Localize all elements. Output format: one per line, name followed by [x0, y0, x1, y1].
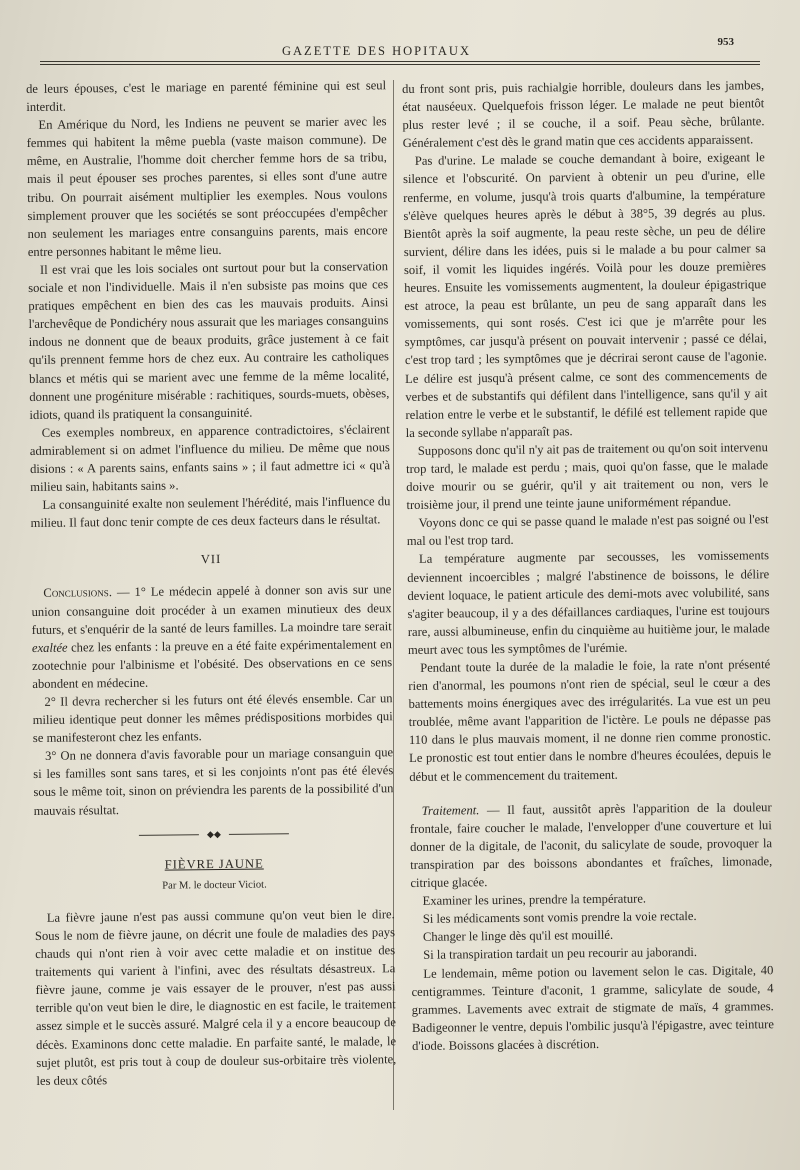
conclusion-1-end: chez les enfants : la preuve en a été faite expérimentalement en zootechnie pour l'albinisme et l'obésité. Des observations en ce sens abondent en médecine. [32, 636, 393, 691]
paragraph: Examiner les urines, prendre la température. [422, 891, 647, 908]
article-title: FIÈVRE JAUNE [164, 856, 264, 872]
page-title: GAZETTE DES HOPITAUX [282, 44, 471, 58]
paragraph: Le lendemain, même potion ou lavement selon le cas. Digitale, 40 centigrammes. Teinture d'aconit, 1 gramme, salicylate de soude, 4 grammes. Lavements avec extrait de stigmate de maïs, 4 grammes. Badigeonner le ventre, depuis l'ombilic jusqu'à l'épigastre, avec teinture d'iode. Boissons glacées à discrétion. [411, 962, 774, 1053]
conclusion-3: 3° On ne donnera d'avis favorable pour un mariage consanguin que si les familles sont sans tares, et si les conjoints n'ont pas été élevés sous le même toit, sinon on préviendra les parents de la possibilité d'un mauvais résultat. [33, 745, 394, 818]
right-column [402, 76, 774, 1055]
traitement-paragraph [410, 798, 773, 892]
traitement-text: — Il faut, aussitôt après l'apparition de la douleur frontale, faire coucher le malade, l'envelopper d'une couverture et lui donner de la digitale, de l'aconit, du salicylate de soude, provoquer la transpiration par des boissons abondantes et fraîches, limonade, citrique glacée. [409, 799, 773, 890]
page-number: 953 [717, 36, 734, 48]
paragraph: Si les médicaments sont vomis prendre la voie rectale. [422, 909, 697, 927]
paragraph: Si la transpiration tardait un peu recourir au jaborandi. [423, 945, 698, 963]
conclusions-label: Conclusions. [43, 585, 113, 601]
paragraph: Ces exemples nombreux, en apparence contradictoires, s'éclairent admirablement si on admet l'influence du milieu. De même que nous disions : « A parents sains, enfants sains » ; il faut admettre ici « qu'à milieu sain, habitants sains ». [29, 421, 391, 495]
paragraph: Pas d'urine. Le malade se couche demandant à boire, exigeant le silence et l'obscurité. On parvient à obtenir un peu d'urine, elle renferme, en volume, jusqu'à trois quarts d'albumine, la température s'élève quelques heures après le début à 38°5, 39 degrés au plus. Bientôt après la soif augmente, la peau reste sèche, un peu de délire survient, délire dans les idées, puis si le malade a bu pour calmer sa soif, il vomit les liquides ingérés. Voilà pour les douze premières heures. Ensuite les vomissements augmentent, la douleur épigastrique est atroce, la peau est brûlante, un peu de sang apparaît dans les vomissements, qui sont rosés. C'est ici que je m'arrête pour les symptômes, car jusqu'à présent on pouvait intervenir ; passé ce délai, c'est trop tard ; les symptômes que je décrirai seront cause de l'agonie. Le délire est jusqu'à présent calme, ce sont des commencements de verbes et de substantifs qui défilent dans l'intelligence, sans qu'il y ait relation entre le verbe et le substantif, le défilé est tellement rapide que la seconde syllabe n'apparaît pas. [402, 150, 768, 440]
paragraph: Pendant toute la durée de la maladie le foie, la rate n'ont présenté rien d'anormal, les poumons n'ont rien de spécial, seul le cœur a des battements moins énergiques avec des irrégularités. La vue est un peu troublée, même avant l'apparition de l'ictère. Le pouls ne dépasse pas 110 dans le plus mauvais moment, il ne donne rien comme pronostic. Le pronostic est tout entier dans le nombre d'heures écoulées, depuis le début et le commencement du traitement. [408, 657, 772, 784]
conclusion-1 [31, 581, 392, 693]
paragraph: Il est vrai que les lois sociales ont surtout pour but la conservation sociale et non l'individuelle. Mais il n'en subsiste pas moins que ces pratiques empêchent en bien des cas les mauvais produits. Ainsi l'archevêque de Pondichéry nous assurait que les mariages consanguins indous ne donnent que de beaux produits, grâce justement à ce fait qu'ils prennent femme hors de chez eux. Au contraire les catholiques blancs et métis qui se marient avec une femme de la même localité, donnent une progéniture misérable : rachitiques, sourds-muets, obèses, idiots, quand ils pratiquent la consanguinité. [28, 259, 390, 422]
paragraph: La consanguinité exalte non seulement l'hérédité, mais l'influence du milieu. Il faut donc tenir compte de ces deux facteurs dans le résultat. [30, 494, 391, 531]
paragraph: La température augmente par secousses, les vomissements deviennent incoercibles ; malgré l'abstinence de boissons, le délire devient loquace, le patient articule des demi-mots avec volubilité, sans s'agiter beaucoup, il y a des défaillances cardiaques, l'urine est toujours rare, aussi albumineuse, enfin du cinquième au huitième jour, le malade meurt avec tous les symptômes de l'urémie. [407, 548, 770, 657]
traitement-label: Traitement. [421, 802, 480, 818]
page-header [24, 36, 776, 66]
section-ornament [139, 829, 289, 840]
section-number: VII [200, 552, 222, 567]
left-column [26, 76, 397, 1089]
paragraph: En Amérique du Nord, les Indiens ne peuvent se marier avec les femmes qui habitent la même puebla (vaste maison commune). De même, en Australie, l'homme doit chercher femme hors de sa tribu, mais il peut épouser ses proches parentes, si elles sont d'une autre tribu. On pourrait aisément multiplier les exemples. Nous voulons simplement prouver que les sociétés se sont préoccupées d'empêcher non seulement les mariages entre consanguins parents, mais encore entre personnes habitant le même lieu. [26, 114, 388, 259]
article-byline: Par M. le docteur Viciot. [162, 879, 267, 892]
paragraph: Changer le linge dès qu'il est mouillé. [422, 928, 614, 945]
conclusion-1-italic: exaltée [31, 640, 68, 655]
conclusion-2: 2° Il devra rechercher si les futurs ont été élevés ensemble. Car un milieu identique peut donner les mêmes prédispositions morbides qui se manifesteront chez les enfants. [32, 691, 393, 746]
paragraph: La fièvre jaune n'est pas aussi commune qu'on veut bien le dire. Sous le nom de fièvre jaune, on décrit une foule de maladies des pays chauds qui n'ont rien à voir avec cette maladie et on institue des traitements qui varient à l'infini, avec des résultats désastreux. La fièvre jaune, comme je vais essayer de le prouver, n'est pas aussi terrible qu'on veut bien le dire, le diagnostic en est facile, le traitement assez simple et le succès assuré. Malgré cela il y a encore beaucoup de décès. Examinons donc cette maladie. En parfaite santé, le malade, le sujet plutôt, est pris tout à coup de douleur sus-orbitaire très violente, les deux côtés [34, 907, 397, 1088]
paragraph: du front sont pris, puis rachialgie horrible, douleurs dans les jambes, état nauséeux. Quelquefois frisson léger. Le malade ne peut bientôt plus rester levé ; il se couche, il a soif. Peau sèche, brûlante. Généralement c'est dès le grand matin que ces accidents apparaissent. [402, 78, 765, 151]
conclusion-1-text: — 1° Le médecin appelé à donner son avis sur une union consanguine doit procéder à un examen minutieux des deux futurs, et s'enquérir de la santé de leurs familles. La moindre tare serait [31, 582, 392, 637]
ornament-glyph: ◆◆ [199, 830, 229, 838]
paragraph: Voyons donc ce qui se passe quand le malade n'est pas soigné ou l'est mal ou l'est trop tard. [406, 512, 769, 549]
header-rule [40, 61, 760, 65]
paragraph: de leurs épouses, c'est le mariage en parenté féminine qui est seul interdit. [26, 78, 387, 115]
paragraph: Supposons donc qu'il n'y ait pas de traitement ou qu'on soit intervenu trop tard, le malade est perdu ; mais, quoi qu'on fasse, que le malade doive mourir ou se guérir, qu'il y ait traitement ou non, vers le troisième jour, il prend une teinte jaune uniformément répandue. [405, 440, 769, 513]
